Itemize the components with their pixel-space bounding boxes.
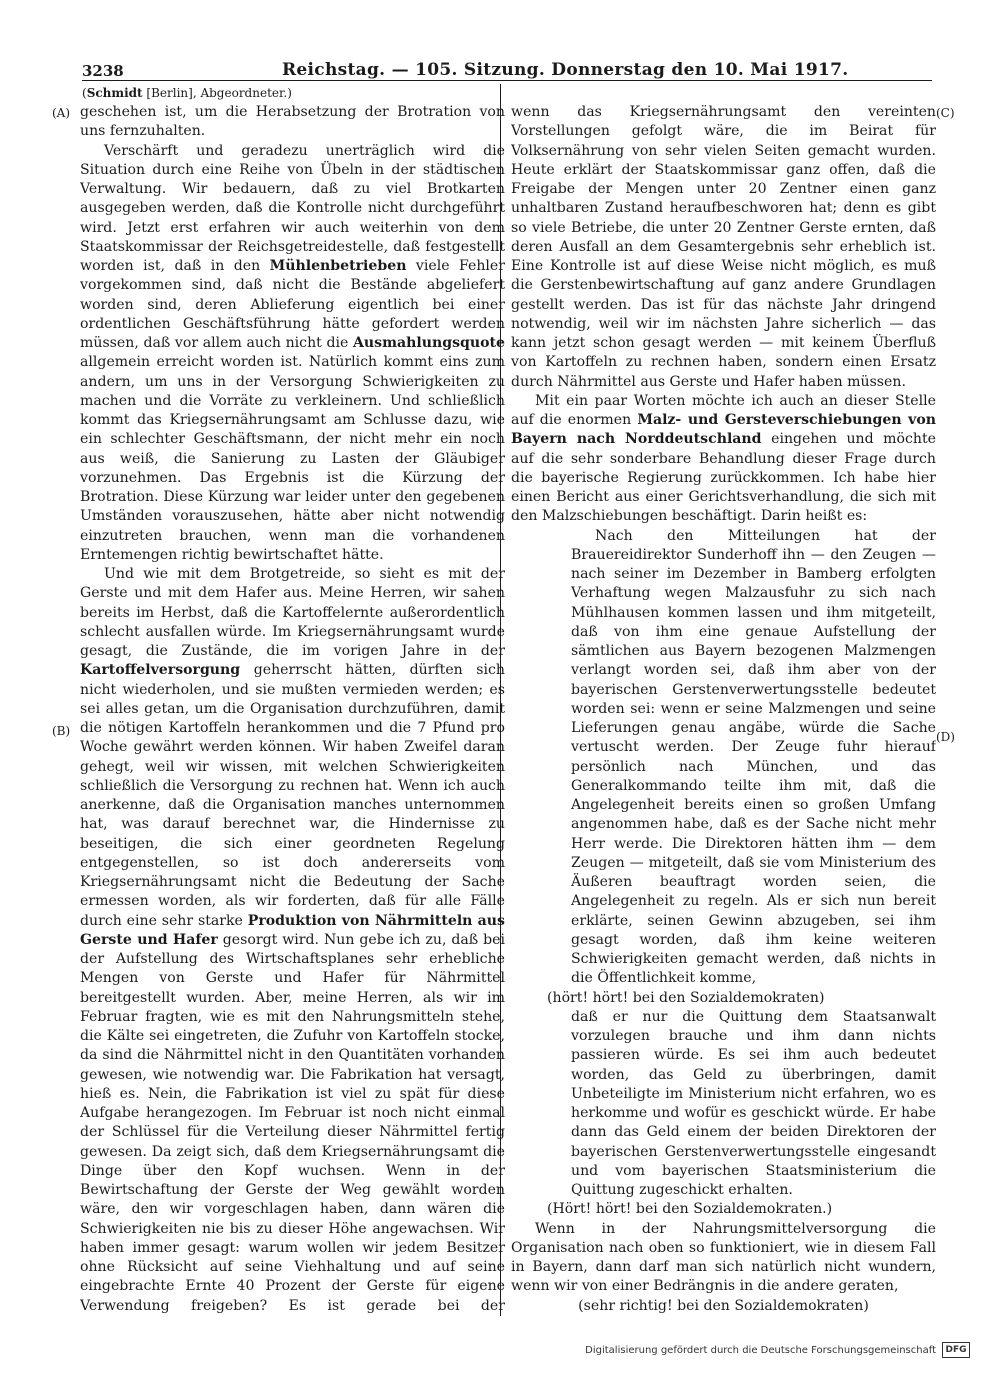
quotation: daß er nur die Quittung dem Staatsanwalt vorzulegen brauche und ihm dann nichts passieren würde. Es sei ihm auch bedeutet worden, das Geld zu überbringen, damit Unbeteiligte im Ministerium nicht erfahren, wo es herkomme und wofür es geschickt würde. Er habe dann das Geld einem der beiden Direktoren der bayerischen Gerstenverwertungsstelle eingesandt und vom bayerischen Staatsministerium die Quittung zugeschickt erhalten. [571,1008,936,1198]
paragraph: Und wie mit dem Brotgetreide, so sieht es mit der Gerste und mit dem Hafer aus. Meine Herren, wir sahen bereits im Herbst, daß die Kartoffelernte außerordentlich schlecht ausfallen würde. Im Kriegsernährungsamt wurde gesagt, die Zustände, die im vorigen Jahre in der Kartoffelversorgung geherrscht hätten, dürften sich nicht wiederholen, und sie mußten vermieden werden; es sei alles getan, um die Organisation durchzuführen, damit die nötigen Kartoffeln herankommen und die 7 Pfund pro Woche gewährt werden können. Wir haben Zweifel daran gehegt, weil wir wissen, mit welchen Schwierigkeiten schließlich die Versorgung zu rechnen hat. Wenn ich auch anerkenne, daß die Organisation manches unternommen hat, was darauf berechnet war, die Hindernisse zu beseitigen, die sich einer geordneten Regelung entgegenstellen, so ist doch andererseits vom Kriegsernährungsamt nicht die Bedeutung der Sache ermessen worden, als wir forderten, daß für alle Fälle durch eine sehr starke Produktion von Nährmitteln aus Gerste und Hafer gesorgt wird. Nun gebe ich zu, daß bei der Aufstellung des Wirtschaftsplanes sehr erhebliche Mengen von Gerste und Hafer für Nährmittel bereitgestellt wurden. Aber, meine Herren, als wir im Februar fragten, wie es mit den Nahrungsmitteln stehe, die Kälte sei eingetreten, die Zufuhr von Kartoffeln stocke, da sind die Nährmittel nicht in den Quantitäten vorhanden gewesen, wie notwendig war. Die Fabrikation hat versagt, hieß es. Nein, die Fabrikation ist viel zu spät für diese Aufgabe herangezogen. Im Februar ist noch nicht einmal der Schlüssel für die Verteilung dieser Nährmittel fertig gewesen. Da zeigt sich, daß dem Kriegsernährungsamt die Dinge über den Kopf wuchsen. Wenn in der Bewirtschaftung der Gerste der Weg gewählt worden wäre, den wir vorgeschlagen haben, dann wären die Schwierigkeiten nie bis zu dieser Höhe angewachsen. Wir haben immer gesagt: warum wollen wir jedem Besitzer ohne Rücksicht auf seine Viehhaltung und auf seine eingebrachte Ernte 40 Prozent der Gerste für eigene Verwendung freigeben? Es ist gerade bei der [80,566,505,1313]
footer [585,1340,970,1360]
speaker-line: (Schmidt [Berlin], Abgeordneter.) [82,86,292,100]
interjection: (Hört! hört! bei den Sozialdemokraten.) [547,1201,833,1218]
speaker-name: Schmidt [86,86,143,100]
emphasis: Malz- und Gersteverschiebungen von Bayern nach Norddeutschland [511,412,936,448]
footer-text: Digitalisierung gefördert durch die Deutsche Forschungsgemeinschaft [585,1344,936,1356]
paragraph: Wenn in der Nahrungsmittelversorgung die Organisation nach oben so funktioniert, wie in diesem Fall in Bayern, dann darf man sich natürlich nicht wundern, wenn wir von einer Bedrängnis in die andere geraten, [511,1220,936,1295]
margin-mark-c: (C) [936,106,955,120]
speaker-detail: [Berlin], Abgeordneter.) [146,86,292,100]
emphasis: Kartoffelversorgung [80,662,241,679]
left-column [80,103,505,1313]
paragraph: Mit ein paar Worten möchte ich auch an dieser Stelle auf die enormen Malz- und Gersteverschiebungen von Bayern nach Norddeutschland eingehen und möchte auf die sehr sonderbare Behandlung dieser Frage durch die bayerische Regierung zurückkommen. Ich habe hier einen Bericht aus einer Gerichtsverhandlung, die sich mit den Malzschiebungen beschäftigt. Darin heißt es: [511,392,936,525]
margin-mark-a: (A) [52,106,71,120]
emphasis: Produktion von Nährmitteln aus Gerste und Hafer [80,912,505,948]
paragraph: wenn das Kriegsernährungsamt den vereinten Vorstellungen gefolgt wäre, die im Beirat für Volksernährung von sehr vielen Seiten gemacht wurden. Heute erklärt der Staatskommissar ganz offen, daß die Freigabe der Mengen unter 20 Zentner einen ganz unhaltbaren Zustand heraufbeschworen hat; denn es gibt so viele Betriebe, die unter 20 Zentner Gerste ernten, daß deren Ausfall an dem Gesamtergebnis sehr erheblich ist. Eine Kontrolle ist auf diese Weise nicht möglich, es muß die Gerstenbewirtschaftung auf ganz andere Grundlagen gestellt werden. Das ist für das nächste Jahr dringend notwendig, weil wir im nächsten Jahre sicherlich — das kann jetzt schon gesagt werden — mit keinem Überfluß von Kartoffeln zu rechnen haben, sondern einen Ersatz durch Nährmittel aus Gerste und Hafer haben müssen. [511,104,936,390]
emphasis: Mühlenbetrieben [269,258,407,274]
paragraph: Verschärft und geradezu unerträglich wird die Situation durch eine Reihe von Übeln in der städtischen Verwaltung. Wir bedauern, daß zu viel Brotkarten ausgegeben werden, daß die Kontrolle nicht durchgeführt wird. Jetzt erst erfahren wir auch weiterhin von dem Staatskommissar der Reichsgetreidestelle, daß festgestellt worden ist, daß in den Mühlenbetrieben viele Fehler vorgekommen sind, daß nicht die Bestände abgeliefert worden sind, deren Ablieferung eigentlich bei einer ordentlichen Geschäftsführung hätte gefordert werden müssen, daß vor allem auch nicht die Ausmahlungsquote allgemein erreicht worden ist. Natürlich kommt eins zum andern, um uns in der Versorgung Schwierigkeiten zu machen und die Vorräte zu verkleinern. Und schließlich kommt das Kriegsernährungsamt am Schlusse dazu, wie ein schlechter Geschäftsmann, der nicht mehr ein noch aus weiß, die Sanierung zu Lasten der Gläubiger vorzunehmen. Das Ergebnis ist die Kürzung der Brotration. Diese Kürzung war leider unter den gegebenen Umständen vorauszusehen, hätte aber nicht notwendig einzutreten brauchen, wenn man die vorhandenen Erntemengen richtig bewirtschaftet hätte. [80,142,505,563]
interjection: (hört! hört! bei den Sozialdemokraten) [547,989,825,1006]
margin-mark-b: (B) [52,724,71,738]
page-number: 3238 [82,62,124,80]
dfg-logo-icon: DFG [942,1342,970,1358]
quotation: Nach den Mitteilungen hat der Brauereidirektor Sunderhoff ihn — den Zeugen — nach seiner im Dezember in Bamberg erfolgten Verhaftung wegen Malzausfuhr zu sich nach Mühlhausen kommen lassen und ihm mitgeteilt, daß von ihm eine genaue Aufstellung der sämtlichen aus Bayern bezogenen Malzmengen verlangt worden sei, daß ihm aber von der bayerischen Gerstenverwertungsstelle bedeutet worden sei: wenn er seine Malzmengen und seine Lieferungen genau angäbe, würde die Sache vertuscht werden. Der Zeuge fuhr hierauf persönlich nach München, und das Generalkommando teilte ihm mit, daß die Angelegenheit bereits einen so großen Umfang angenommen habe, daß es der Sache nicht mehr Herr werde. Die Direktoren hätten ihm — dem Zeugen — mitgeteilt, daß sie vom Ministerium des Äußeren beauftragt worden seien, die Angelegenheit zu regeln. Als er sich nun bereit erklärte, seinen Gewinn abzugeben, sei ihm gesagt worden, daß ihm keine weiteren Schwierigkeiten gemacht werden, daß nichts in die Öffentlichkeit komme, [571,527,936,987]
interjection: (sehr richtig! bei den Sozialdemokraten) [578,1297,869,1313]
paragraph: geschehen ist, um die Herabsetzung der Brotration von uns fernzuhalten. [80,104,505,140]
right-column [511,103,936,1313]
header-rule [82,80,932,81]
emphasis: Ausmahlungsquote [352,335,505,351]
margin-mark-d: (D) [936,730,955,744]
running-title: Reichstag. — 105. Sitzung. Donnerstag den 10. Mai 1917. [282,60,849,80]
